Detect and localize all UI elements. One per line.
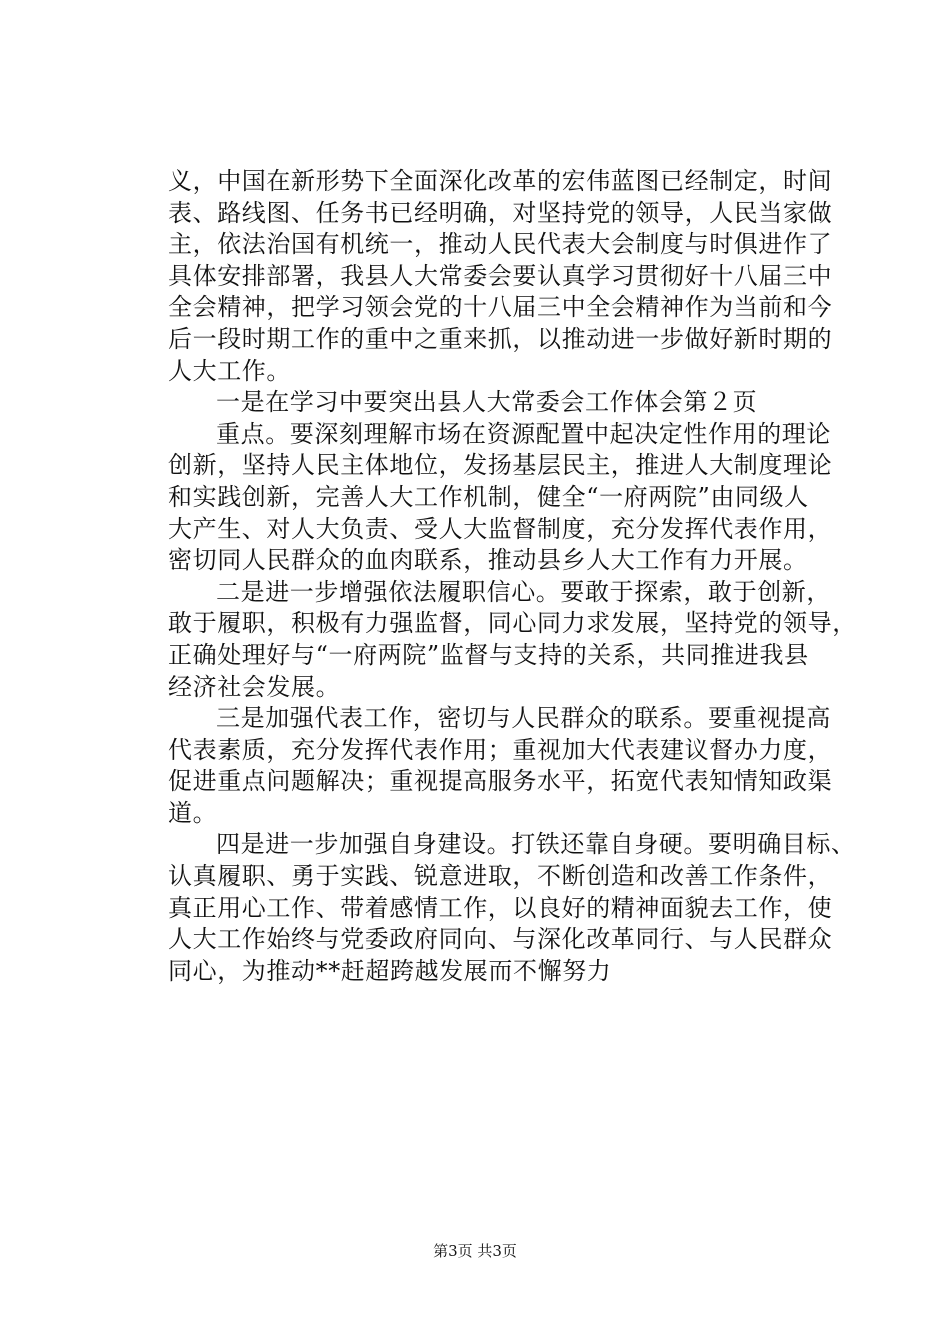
text-line: 促进重点问题解决；重视提高服务水平，拓宽代表知情知政渠 [168, 767, 833, 796]
text-line: 创新，坚持人民主体地位，发扬基层民主，推进人大制度理论 [168, 451, 833, 480]
paragraph-start-line: 四是进一步加强自身建设。打铁还靠自身硬。要明确目标、 [216, 830, 856, 859]
text-line: 道。 [168, 798, 218, 827]
text-line: 和实践创新，完善人大工作机制，健全“一府两院”由同级人 [168, 482, 809, 511]
text-line: 真正用心工作、带着感情工作，以良好的精神面貌去工作，使 [168, 893, 833, 922]
paragraph-start-line: 三是加强代表工作，密切与人民群众的联系。要重视提高 [216, 704, 831, 733]
text-line: 义，中国在新形势下全面深化改革的宏伟蓝图已经制定，时间 [168, 167, 833, 195]
text-line: 同心，为推动**赶超跨越发展而不懈努力 [168, 956, 612, 985]
text-line: 认真履职、勇于实践、锐意进取，不断创造和改善工作条件， [168, 862, 833, 891]
page-footer: 第3页 共3页 [433, 1242, 517, 1260]
text-line: 人大工作。 [168, 356, 291, 385]
text-line: 表、路线图、任务书已经明确，对坚持党的领导，人民当家做 [168, 198, 833, 227]
text-line: 大产生、对人大负责、受人大监督制度，充分发挥代表作用， [168, 514, 833, 543]
paragraph-start-line: 二是进一步增强依法履职信心。要敢于探索，敢于创新， [216, 577, 831, 606]
paragraph-start-line: 重点。要深刻理解市场在资源配置中起决定性作用的理论 [216, 419, 831, 448]
paragraph-start-line: 一是在学习中要突出县人大常委会工作体会第２页 [216, 388, 758, 417]
text-line: 人大工作始终与党委政府同向、与深化改革同行、与人民群众 [168, 925, 833, 954]
text-line: 正确处理好与“一府两院”监督与支持的关系，共同推进我县 [168, 640, 809, 669]
text-line: 经济社会发展。 [168, 672, 341, 701]
text-line: 主，依法治国有机统一，推动人民代表大会制度与时俱进作了 [168, 230, 833, 259]
document-body [168, 166, 857, 987]
text-line: 全会精神，把学习领会党的十八届三中全会精神作为当前和今 [168, 293, 833, 322]
text-line: 具体安排部署，我县人大常委会要认真学习贯彻好十八届三中 [168, 261, 833, 290]
text-line: 敢于履职，积极有力强监督，同心同力求发展，坚持党的领导， [168, 609, 857, 638]
text-line: 代表素质，充分发挥代表作用；重视加大代表建议督办力度， [168, 735, 833, 764]
text-line: 后一段时期工作的重中之重来抓，以推动进一步做好新时期的 [168, 324, 833, 353]
text-line: 密切同人民群众的血肉联系，推动县乡人大工作有力开展。 [168, 546, 808, 575]
